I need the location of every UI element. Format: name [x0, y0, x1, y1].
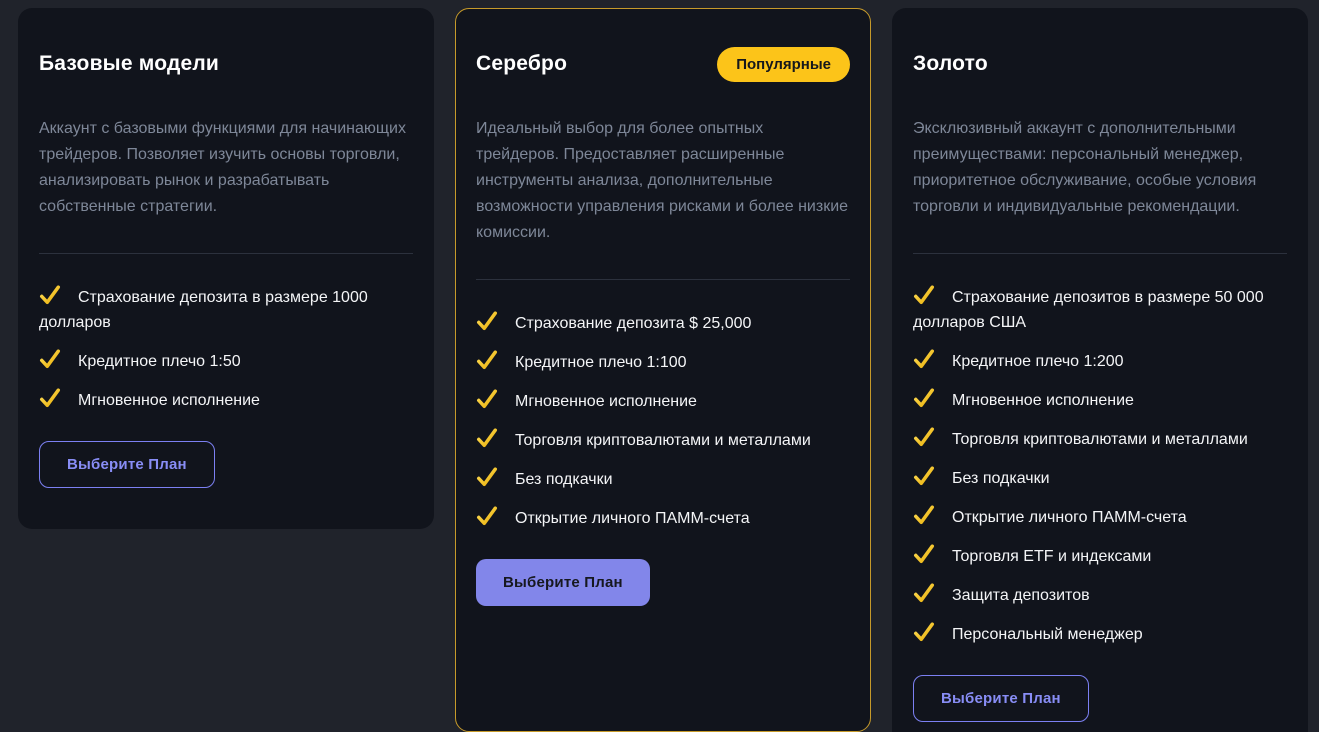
feature-text: Торговля криптовалютами и металлами [952, 431, 1248, 448]
feature-text: Мгновенное исполнение [78, 392, 260, 409]
feature-text: Кредитное плечо 1:100 [515, 354, 687, 371]
check-icon [476, 349, 498, 371]
feature-list [913, 284, 1287, 647]
plan-description: Эксклюзивный аккаунт с дополнительными преимуществами: персональный менеджер, приоритетное обслуживание, особые условия торговли и индивидуальные рекомендации. [913, 120, 1257, 215]
divider [39, 253, 413, 254]
feature-text: Без подкачки [952, 470, 1050, 487]
check-icon [913, 426, 935, 448]
plan-header [39, 45, 413, 83]
feature-item [476, 466, 850, 492]
feature-item [913, 621, 1287, 647]
feature-text: Страхование депозита в размере 1000 долларов [39, 289, 368, 331]
feature-item [913, 582, 1287, 608]
feature-item [39, 284, 413, 335]
feature-item [476, 427, 850, 453]
feature-text: Открытие личного ПАММ-счета [952, 509, 1187, 526]
check-icon [913, 348, 935, 370]
feature-item [913, 465, 1287, 491]
feature-list [476, 310, 850, 531]
feature-text: Персональный менеджер [952, 626, 1143, 643]
feature-text: Мгновенное исполнение [952, 392, 1134, 409]
choose-plan-button[interactable]: Выберите План [913, 675, 1089, 722]
feature-text: Кредитное плечо 1:200 [952, 353, 1124, 370]
check-icon [913, 387, 935, 409]
feature-item [913, 426, 1287, 452]
feature-item [476, 388, 850, 414]
divider [913, 253, 1287, 254]
check-icon [913, 543, 935, 565]
choose-plan-button[interactable]: Выберите План [476, 559, 650, 606]
feature-text: Торговля криптовалютами и металлами [515, 432, 811, 449]
feature-text: Открытие личного ПАММ-счета [515, 510, 750, 527]
plan-card [18, 8, 434, 529]
feature-item [476, 505, 850, 531]
feature-list [39, 284, 413, 413]
check-icon [476, 427, 498, 449]
feature-item [476, 349, 850, 375]
choose-plan-button[interactable]: Выберите План [39, 441, 215, 488]
feature-text: Защита депозитов [952, 587, 1090, 604]
check-icon [913, 582, 935, 604]
plan-card [892, 8, 1308, 732]
plan-card [455, 8, 871, 732]
feature-item [913, 543, 1287, 569]
feature-text: Страхование депозитов в размере 50 000 долларов США [913, 289, 1264, 331]
feature-item [39, 348, 413, 374]
check-icon [476, 466, 498, 488]
check-icon [913, 504, 935, 526]
feature-item [913, 387, 1287, 413]
divider [476, 279, 850, 280]
feature-text: Без подкачки [515, 471, 613, 488]
check-icon [39, 348, 61, 370]
feature-item [913, 284, 1287, 335]
check-icon [476, 505, 498, 527]
plan-header [913, 45, 1287, 83]
check-icon [476, 388, 498, 410]
check-icon [913, 284, 935, 306]
feature-item [476, 310, 850, 336]
feature-text: Торговля ETF и индексами [952, 548, 1152, 565]
plan-description: Идеальный выбор для более опытных трейдеров. Предоставляет расширенные инструменты анализа, дополнительные возможности управления рисками и более низкие комиссии. [476, 120, 849, 241]
plan-description: Аккаунт с базовыми функциями для начинающих трейдеров. Позволяет изучить основы торговли, анализировать рынок и разрабатывать собственные стратегии. [39, 120, 406, 215]
feature-item [913, 348, 1287, 374]
plan-title: Базовые модели [39, 52, 219, 75]
check-icon [39, 387, 61, 409]
check-icon [39, 284, 61, 306]
feature-item [39, 387, 413, 413]
plan-title: Золото [913, 52, 988, 75]
feature-item [913, 504, 1287, 530]
plan-header [476, 45, 850, 83]
feature-text: Страхование депозита $ 25,000 [515, 315, 752, 332]
check-icon [913, 465, 935, 487]
check-icon [913, 621, 935, 643]
check-icon [476, 310, 498, 332]
feature-text: Мгновенное исполнение [515, 393, 697, 410]
feature-text: Кредитное плечо 1:50 [78, 353, 241, 370]
plan-title: Серебро [476, 52, 568, 75]
popular-badge: Популярные [717, 47, 850, 82]
